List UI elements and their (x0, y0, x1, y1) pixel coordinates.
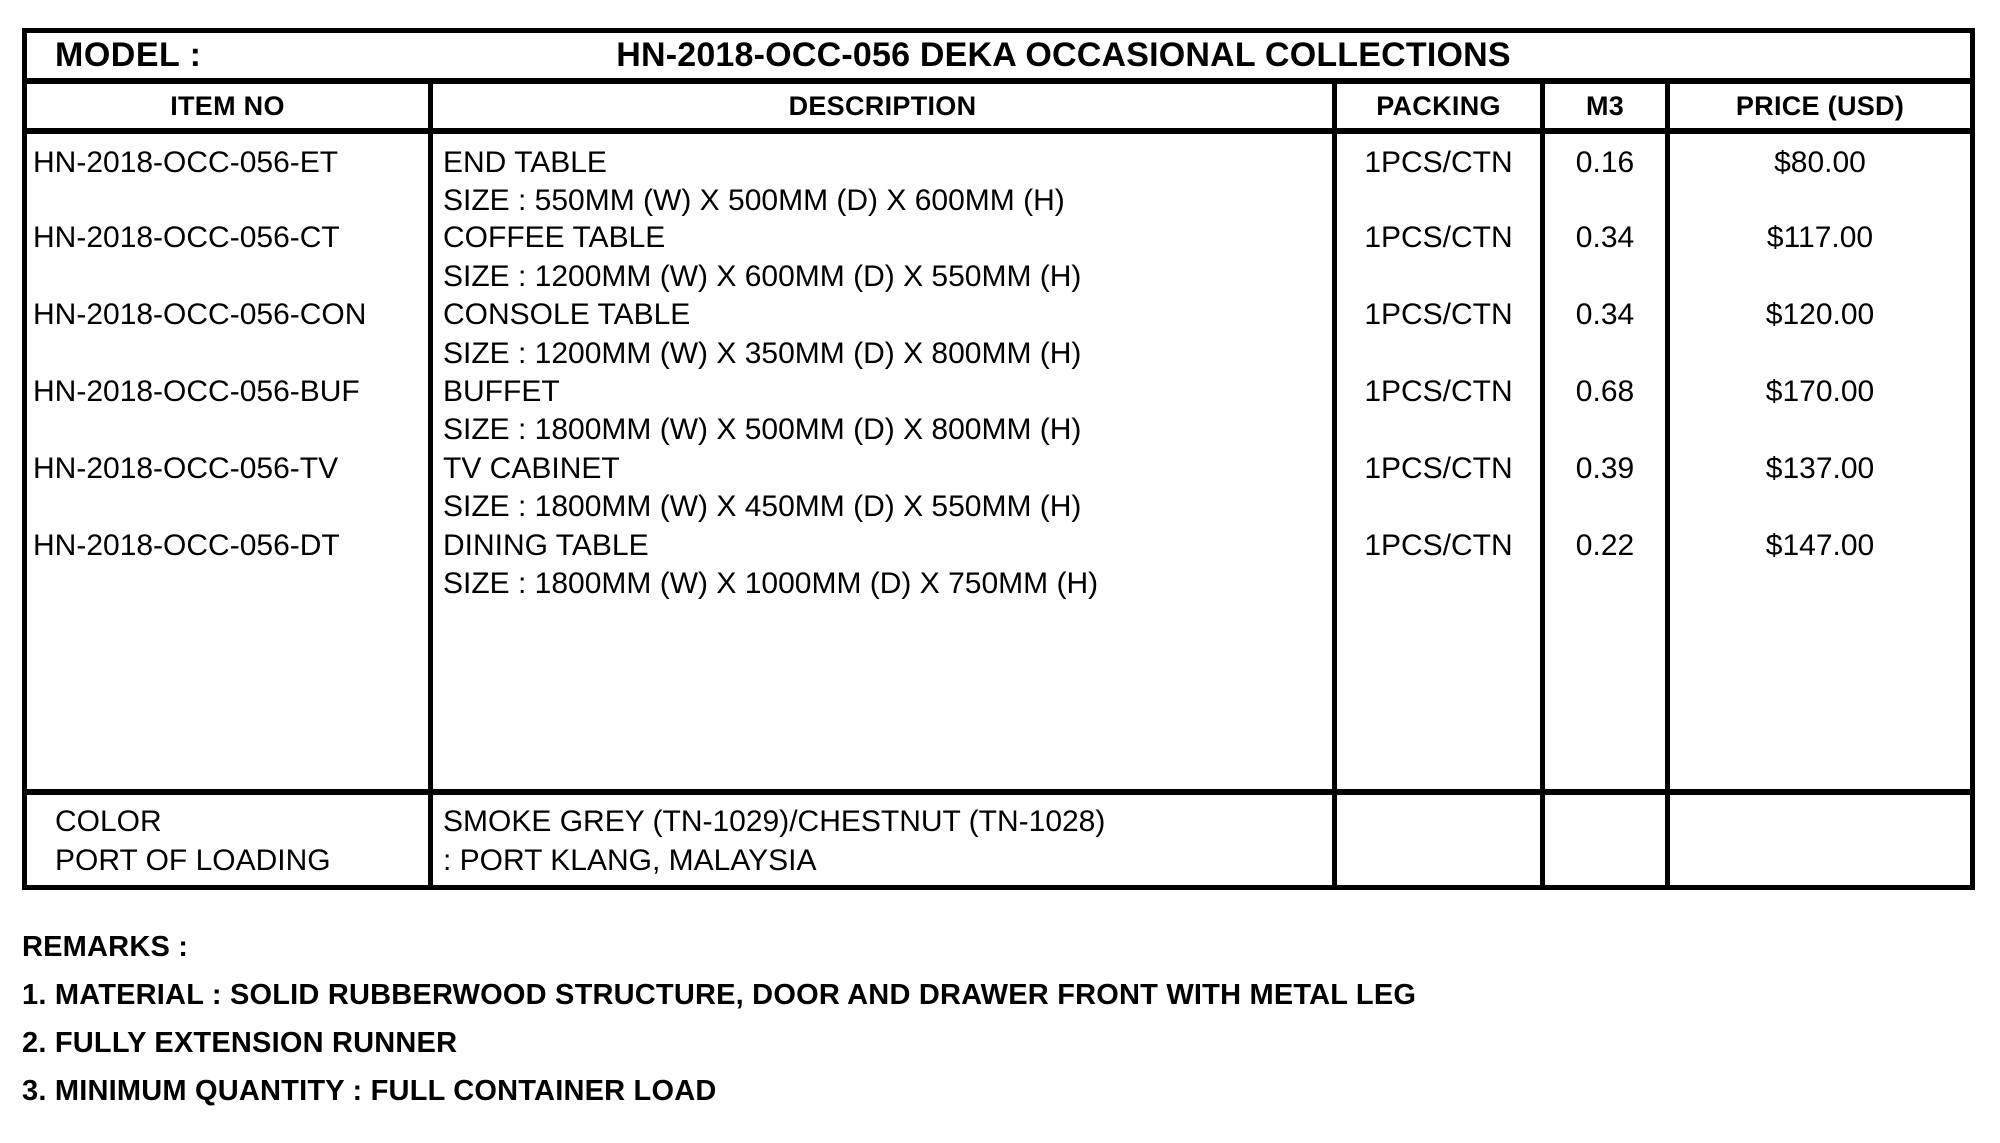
model-value: HN-2018-OCC-056 DEKA OCCASIONAL COLLECTIONS (616, 36, 1511, 74)
header-description: DESCRIPTION (433, 84, 1337, 128)
header-packing: PACKING (1337, 84, 1545, 128)
footer-values (433, 795, 1332, 885)
table-row: HN-2018-OCC-056-TV (33, 452, 339, 485)
description-size: SIZE : 1800MM (W) X 1000MM (D) X 750MM (H) (443, 567, 1099, 600)
m3-value: 0.16 (1575, 146, 1635, 179)
column-price (1670, 134, 1970, 789)
footer-m3-blank (1545, 795, 1665, 885)
specification-table (22, 28, 1975, 890)
packing-value: 1PCS/CTN (1364, 452, 1513, 485)
column-m3 (1545, 134, 1665, 789)
description-size: SIZE : 1800MM (W) X 500MM (D) X 800MM (H) (443, 413, 1082, 446)
color-label: COLOR (55, 805, 162, 838)
description-size: SIZE : 1200MM (W) X 350MM (D) X 800MM (H) (443, 337, 1082, 370)
table-row: HN-2018-OCC-056-ET (33, 146, 339, 179)
packing-value: 1PCS/CTN (1364, 146, 1513, 179)
port-of-loading-label: PORT OF LOADING (55, 844, 331, 877)
remark-item: 2. FULLY EXTENSION RUNNER (22, 1027, 458, 1059)
description-name: TV CABINET (443, 452, 620, 485)
m3-value: 0.39 (1575, 452, 1635, 485)
packing-value: 1PCS/CTN (1364, 529, 1513, 562)
table-row: HN-2018-OCC-056-CON (33, 298, 367, 331)
column-description (433, 134, 1332, 789)
header-m3: M3 (1545, 84, 1670, 128)
header-item-no: ITEM NO (27, 84, 433, 128)
price-value: $147.00 (1765, 529, 1875, 562)
table-row: HN-2018-OCC-056-CT (33, 221, 340, 254)
remarks-section (22, 928, 1922, 1120)
table-body (27, 134, 1970, 795)
remark-item: 3. MINIMUM QUANTITY : FULL CONTAINER LOAD (22, 1075, 717, 1107)
price-value: $117.00 (1766, 221, 1874, 254)
table-row: HN-2018-OCC-056-DT (33, 529, 340, 562)
footer-packing-blank (1337, 795, 1540, 885)
description-name: END TABLE (443, 146, 607, 179)
remarks-heading: REMARKS : (22, 931, 189, 963)
packing-value: 1PCS/CTN (1364, 375, 1513, 408)
price-value: $137.00 (1765, 452, 1875, 485)
model-label: MODEL : (55, 36, 202, 74)
packing-value: 1PCS/CTN (1364, 221, 1513, 254)
column-item-no (27, 134, 428, 789)
description-name: DINING TABLE (443, 529, 649, 562)
description-name: COFFEE TABLE (443, 221, 666, 254)
price-value: $120.00 (1765, 298, 1875, 331)
description-size: SIZE : 550MM (W) X 500MM (D) X 600MM (H) (443, 184, 1065, 217)
price-value: $170.00 (1765, 375, 1875, 408)
description-size: SIZE : 1200MM (W) X 600MM (D) X 550MM (H) (443, 260, 1082, 293)
m3-value: 0.34 (1575, 298, 1635, 331)
m3-value: 0.22 (1575, 529, 1635, 562)
m3-value: 0.34 (1575, 221, 1635, 254)
column-packing (1337, 134, 1540, 789)
table-footer (27, 795, 1970, 885)
footer-labels (27, 795, 428, 885)
description-size: SIZE : 1800MM (W) X 450MM (D) X 550MM (H) (443, 490, 1082, 523)
table-row: HN-2018-OCC-056-BUF (33, 375, 360, 408)
table-header-row (27, 84, 1970, 134)
header-price: PRICE (USD) (1735, 90, 1905, 121)
port-of-loading-value: : PORT KLANG, MALAYSIA (443, 844, 817, 877)
m3-value: 0.68 (1575, 375, 1635, 408)
remark-item: 1. MATERIAL : SOLID RUBBERWOOD STRUCTURE, DOOR AND DRAWER FRONT WITH METAL LEG (22, 979, 1417, 1011)
color-value: SMOKE GREY (TN-1029)/CHESTNUT (TN-1028) (443, 805, 1106, 838)
description-name: BUFFET (443, 375, 560, 408)
model-title-row (27, 33, 1970, 84)
footer-price-blank (1670, 795, 1970, 885)
packing-value: 1PCS/CTN (1364, 298, 1513, 331)
price-value: $80.00 (1774, 146, 1866, 179)
description-name: CONSOLE TABLE (443, 298, 691, 331)
